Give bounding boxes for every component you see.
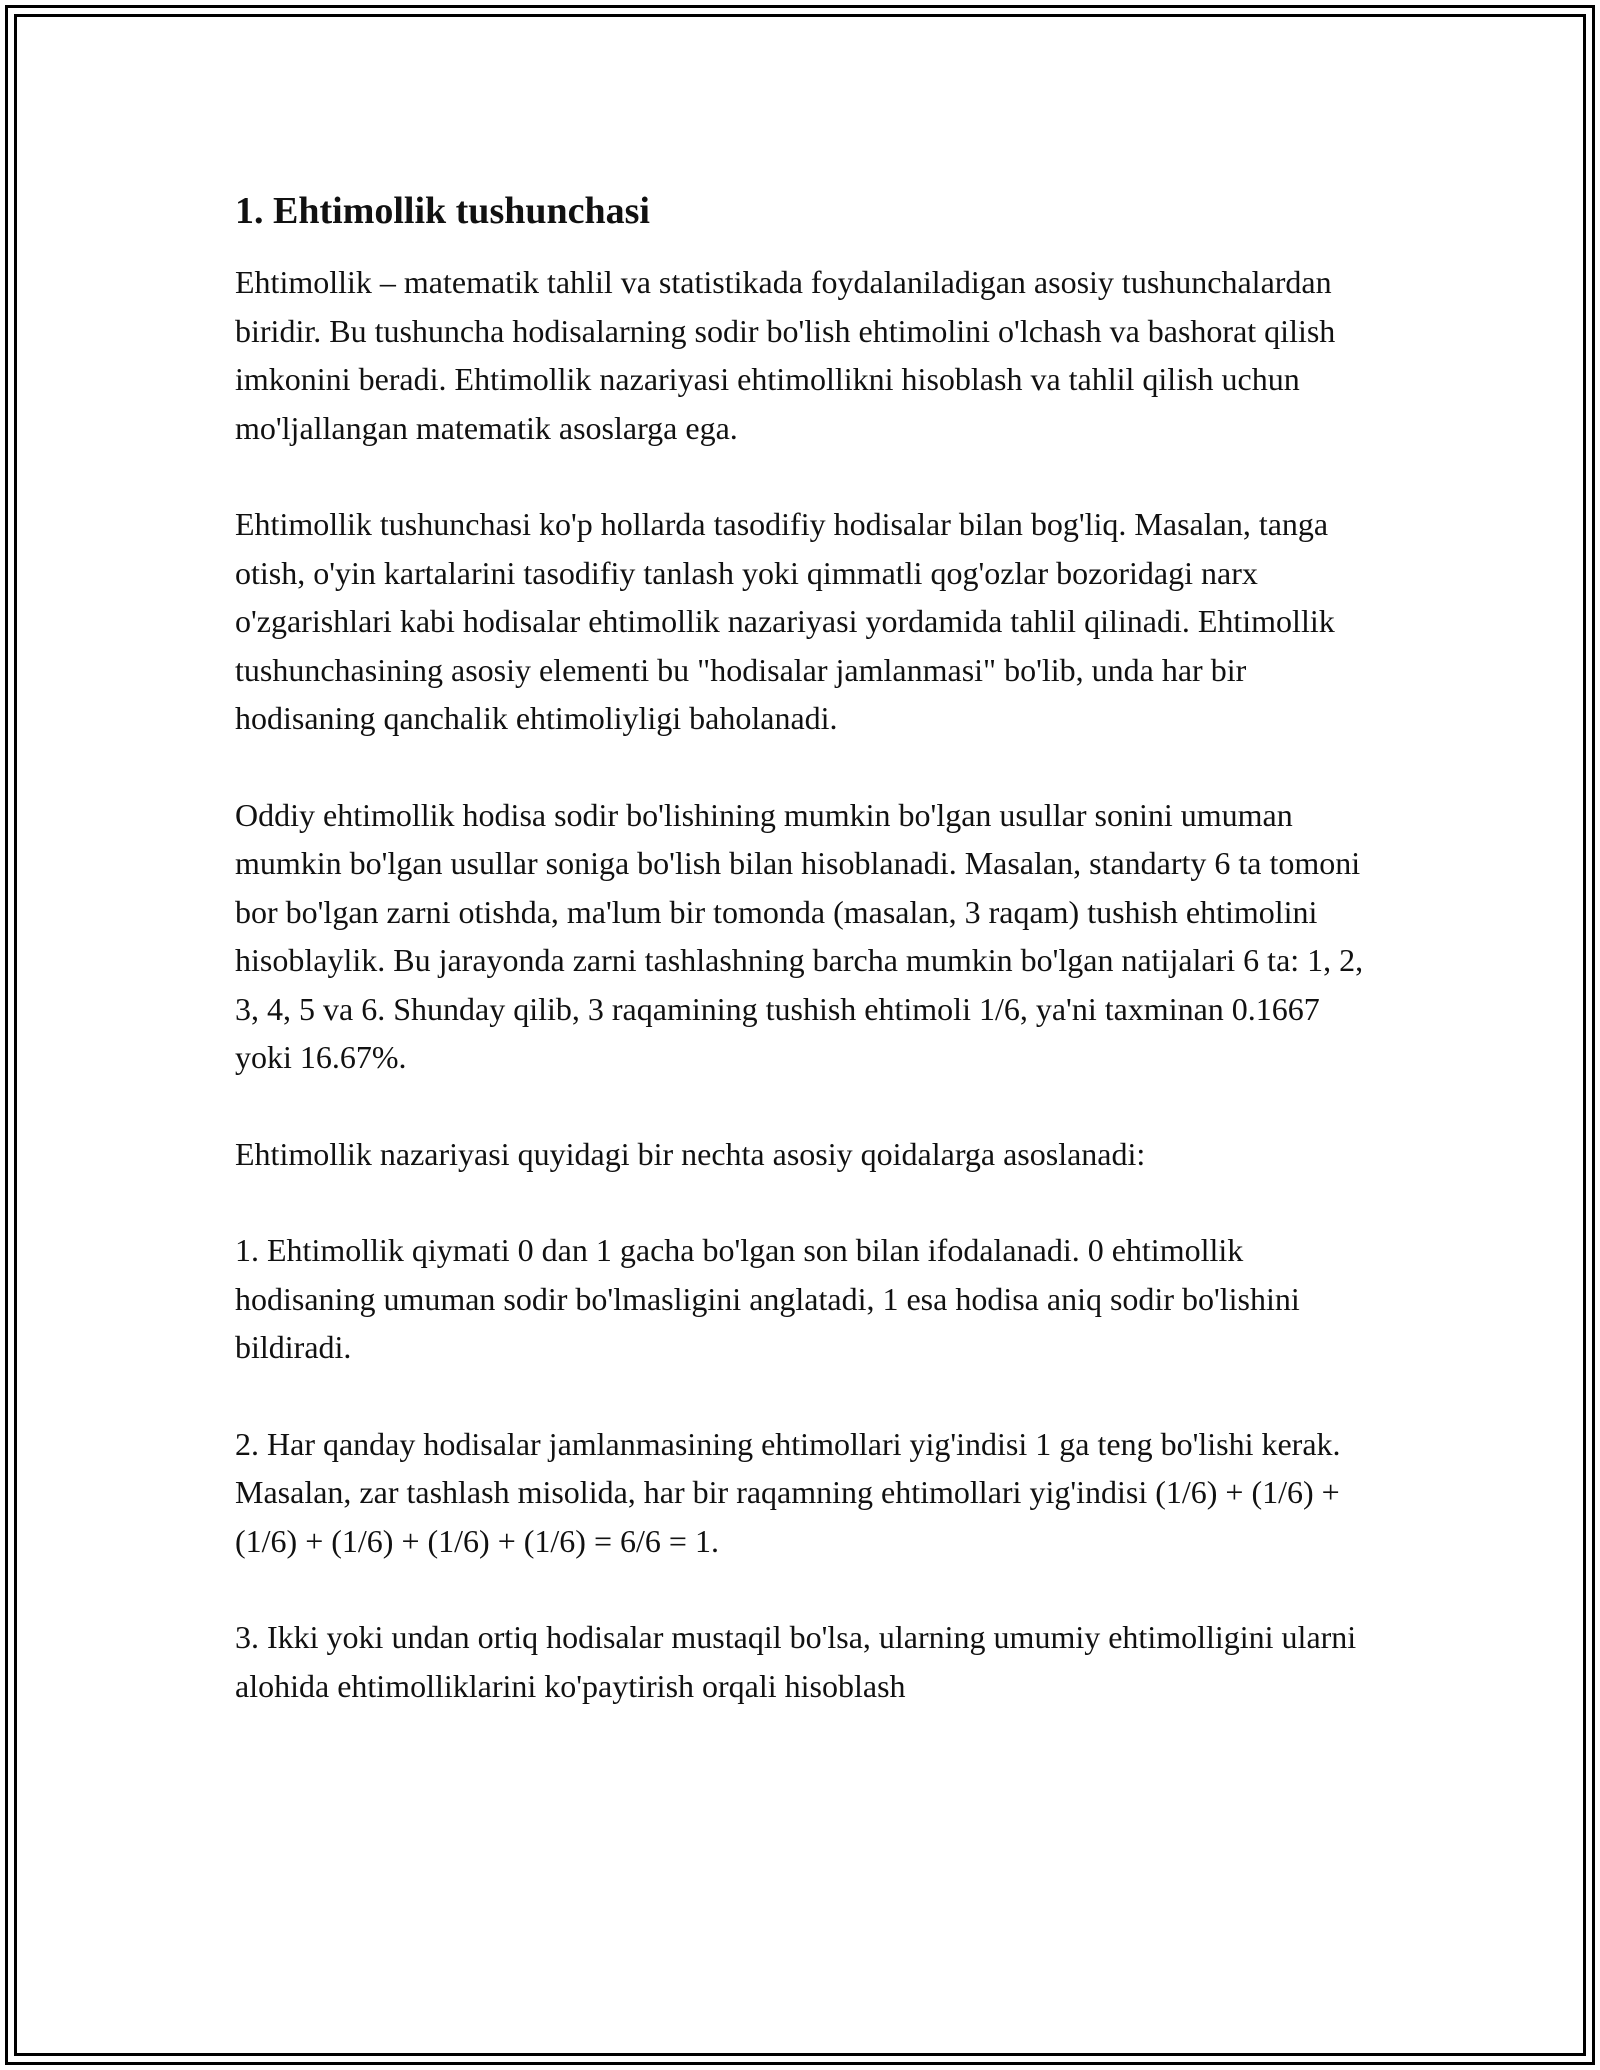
paragraph-definition: Ehtimollik – matematik tahlil va statistikada foydalaniladigan asosiy tushunchalardan biridir. Bu tushuncha hodisalarning sodir bo'lish ehtimolini o'lchash va bashorat qilish imkonini beradi. Ehtimollik nazariyasi ehtimollikni hisoblash va tahlil qilish uchun mo'ljallangan matematik asoslarga ega. — [235, 264, 1336, 446]
rule-item-1: 1. Ehtimollik qiymati 0 dan 1 gacha bo'lgan son bilan ifodalanadi. 0 ehtimollik hodisaning umuman sodir bo'lmasligini anglatadi, 1 esa hodisa aniq sodir bo'lishini bildiradi. — [235, 1232, 1300, 1365]
paragraph-rules-intro: Ehtimollik nazariyasi quyidagi bir nechta asosiy qoidalarga asoslanadi: — [235, 1135, 1146, 1172]
paragraph-random-events: Ehtimollik tushunchasi ko'p hollarda tasodifiy hodisalar bilan bog'liq. Masalan, tanga otish, o'yin kartalarini tasodifiy tanlash yoki qimmatli qog'ozlar bozoridagi narx o'zgarishlari kabi hodisalar ehtimollik nazariyasi yordamida tahlil qilinadi. Ehtimollik tushunchasining asosiy elementi bu "hodisalar jamlanmasi" bo'lib, unda har bir hodisaning qanchalik ehtimoliyligi baholanadi. — [235, 506, 1335, 736]
section-heading: 1. Ehtimollik tushunchasi — [235, 190, 650, 232]
rule-item-2: 2. Har qanday hodisalar jamlanmasining ehtimollari yig'indisi 1 ga teng bo'lishi kerak. Masalan, zar tashlash misolida, har bir raqamning ehtimollari yig'indisi (1/6) + (1/6) + (1/6) + (1/6) + (1/6) + (1/6) = 6/6 = 1. — [235, 1425, 1341, 1559]
document-body — [235, 186, 1365, 1758]
rule-item-3: 3. Ikki yoki undan ortiq hodisalar mustaqil bo'lsa, ularning umumiy ehtimolligini ularni alohida ehtimolliklarini ko'paytirish orqali hisoblash — [235, 1619, 1357, 1704]
paragraph-simple-probability: Oddiy ehtimollik hodisa sodir bo'lishining mumkin bo'lgan usullar sonini umuman mumkin bo'lgan usullar soniga bo'lish bilan hisoblanadi. Masalan, standarty 6 ta tomoni bor bo'lgan zarni otishda, ma'lum bir tomonda (masalan, 3 raqam) tushish ehtimolini hisoblaylik. Bu jarayonda zarni tashlashning barcha mumkin bo'lgan natijalari 6 ta: 1, 2, 3, 4, 5 va 6. Shunday qilib, 3 raqamining tushish ehtimoli 1/6, ya'ni taxminan 0.1667 yoki 16.67%. — [235, 796, 1364, 1075]
